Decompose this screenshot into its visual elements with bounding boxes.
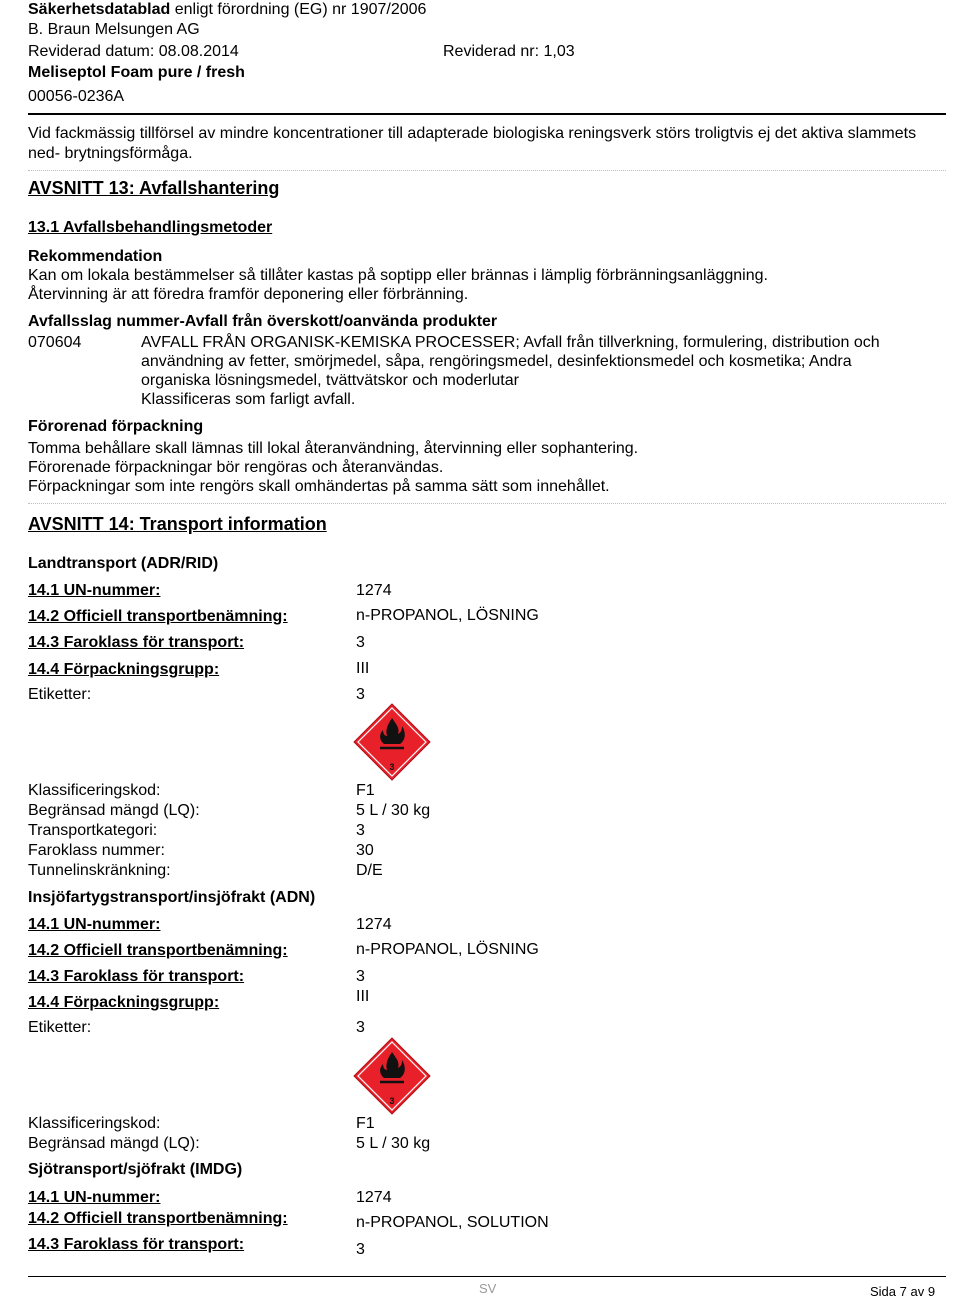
inland-shipping-name-value: n-PROPANOL, LÖSNING	[356, 941, 539, 958]
land-classification-code-label: Klassificeringskod:	[28, 782, 161, 799]
intro-line-1: Vid fackmässig tillförsel av mindre koncentrationer till adapterade biologiska reningsverk störs troligtvis ej det aktiva slammets	[28, 125, 917, 142]
section-divider	[28, 503, 946, 504]
inland-hazard-class-label: 14.3 Faroklass för transport:	[28, 968, 245, 985]
sea-un-number-value: 1274	[356, 1189, 392, 1206]
sea-shipping-name-label: 14.2 Officiell transportbenämning:	[28, 1210, 288, 1227]
waste-desc-line-3: organiska lösningsmedel, tvättvätskor och moderlutar	[141, 372, 519, 389]
land-classification-code-value: F1	[356, 782, 375, 799]
land-un-number-label: 14.1 UN-nummer:	[28, 582, 161, 599]
section-divider	[28, 170, 946, 171]
land-hazard-number-value: 30	[356, 842, 374, 859]
sea-un-number-label: 14.1 UN-nummer:	[28, 1189, 161, 1206]
land-hazard-class-value: 3	[356, 634, 365, 651]
section-14-title: AVSNITT 14: Transport information	[28, 514, 327, 534]
inland-classification-code-label: Klassificeringskod:	[28, 1115, 161, 1132]
land-packing-group-value: III	[356, 660, 370, 677]
recommendation-heading: Rekommendation	[28, 248, 163, 265]
waste-desc-line-1: AVFALL FRÅN ORGANISK-KEMISKA PROCESSER; Avfall från tillverkning, formulering, distribution och	[141, 334, 880, 351]
inland-hazard-class-value: 3	[356, 968, 365, 985]
contaminated-packaging-heading: Förorenad förpackning	[28, 418, 204, 435]
land-labels-label: Etiketter:	[28, 686, 92, 703]
waste-desc-line-4: Klassificeras som farligt avfall.	[141, 391, 356, 408]
waste-type-heading: Avfallsslag nummer-Avfall från överskott/oanvända produkter	[28, 313, 498, 330]
section-13-1-title: 13.1 Avfallsbehandlingsmetoder	[28, 219, 273, 236]
land-labels-value: 3	[356, 686, 365, 703]
footer-divider	[28, 1276, 946, 1277]
document-title-rest: enligt förordning (EG) nr 1907/2006	[170, 1, 427, 18]
waste-code: 070604	[28, 334, 82, 351]
inland-limited-quantity-label: Begränsad mängd (LQ):	[28, 1135, 200, 1152]
land-diamond-class-number: 3	[389, 762, 395, 772]
land-shipping-name-value: n-PROPANOL, LÖSNING	[356, 607, 539, 624]
section-13-title: AVSNITT 13: Avfallshantering	[28, 178, 280, 198]
packaging-line-2: Förorenade förpackningar bör rengöras och återanvändas.	[28, 459, 444, 476]
company-name: B. Braun Melsungen AG	[28, 21, 200, 38]
land-tunnel-restriction-label: Tunnelinskränkning:	[28, 862, 171, 879]
sea-hazard-class-value: 3	[356, 1241, 365, 1258]
land-hazard-number-label: Faroklass nummer:	[28, 842, 165, 859]
recommendation-line-1: Kan om lokala bestämmelser så tillåter kastas på soptipp eller brännas i lämplig förbränningsanläggning.	[28, 267, 768, 284]
inland-packing-group-value: III	[356, 988, 370, 1005]
inland-packing-group-label: 14.4 Förpackningsgrupp:	[28, 994, 220, 1011]
waste-desc-line-2: användning av fetter, smörjmedel, såpa, rengöringsmedel, desinfektionsmedel och kosmetika; Andra	[141, 353, 852, 370]
inland-labels-label: Etiketter:	[28, 1019, 92, 1036]
land-tunnel-restriction-value: D/E	[356, 862, 383, 879]
footer-language: SV	[479, 1281, 497, 1296]
land-transport-category-label: Transportkategori:	[28, 822, 158, 839]
inland-un-number-value: 1274	[356, 916, 392, 933]
product-name: Meliseptol Foam pure / fresh	[28, 64, 245, 81]
inland-limited-quantity-value: 5 L / 30 kg	[356, 1135, 431, 1152]
land-hazard-class-label: 14.3 Faroklass för transport:	[28, 634, 245, 651]
sea-shipping-name-value: n-PROPANOL, SOLUTION	[356, 1214, 549, 1231]
recommendation-line-2: Återvinning är att föredra framför deponering eller förbränning.	[28, 286, 469, 303]
land-transport-heading: Landtransport (ADR/RID)	[28, 555, 219, 572]
revision-number: Reviderad nr: 1,03	[443, 43, 575, 60]
land-shipping-name-label: 14.2 Officiell transportbenämning:	[28, 608, 288, 625]
sea-transport-heading: Sjötransport/sjöfrakt (IMDG)	[28, 1161, 243, 1178]
intro-line-2: ned- brytningsförmåga.	[28, 145, 193, 162]
packaging-line-3: Förpackningar som inte rengörs skall omhändertas på samma sätt som innehållet.	[28, 478, 610, 495]
product-code: 00056-0236A	[28, 88, 125, 105]
land-limited-quantity-value: 5 L / 30 kg	[356, 802, 431, 819]
land-transport-category-value: 3	[356, 822, 365, 839]
flammable-liquid-hazard-diamond-icon	[352, 1036, 432, 1116]
land-un-number-value: 1274	[356, 582, 392, 599]
document-title-bold: Säkerhetsdatablad	[28, 1, 171, 18]
inland-classification-code-value: F1	[356, 1115, 375, 1132]
sea-hazard-class-label: 14.3 Faroklass för transport:	[28, 1236, 245, 1253]
revised-date: Reviderad datum: 08.08.2014	[28, 43, 239, 60]
inland-shipping-name-label: 14.2 Officiell transportbenämning:	[28, 942, 288, 959]
packaging-line-1: Tomma behållare skall lämnas till lokal återanvändning, återvinning eller sophantering.	[28, 440, 639, 457]
inland-diamond-class-number: 3	[389, 1096, 395, 1106]
flammable-liquid-hazard-diamond-icon	[352, 702, 432, 782]
land-limited-quantity-label: Begränsad mängd (LQ):	[28, 802, 200, 819]
land-packing-group-label: 14.4 Förpackningsgrupp:	[28, 661, 220, 678]
header-divider	[28, 113, 946, 115]
inland-transport-heading: Insjöfartygstransport/insjöfrakt (ADN)	[28, 889, 316, 906]
footer-page-number: Sida 7 av 9	[870, 1284, 936, 1299]
inland-labels-value: 3	[356, 1019, 365, 1036]
document-title	[28, 0, 426, 20]
inland-un-number-label: 14.1 UN-nummer:	[28, 916, 161, 933]
